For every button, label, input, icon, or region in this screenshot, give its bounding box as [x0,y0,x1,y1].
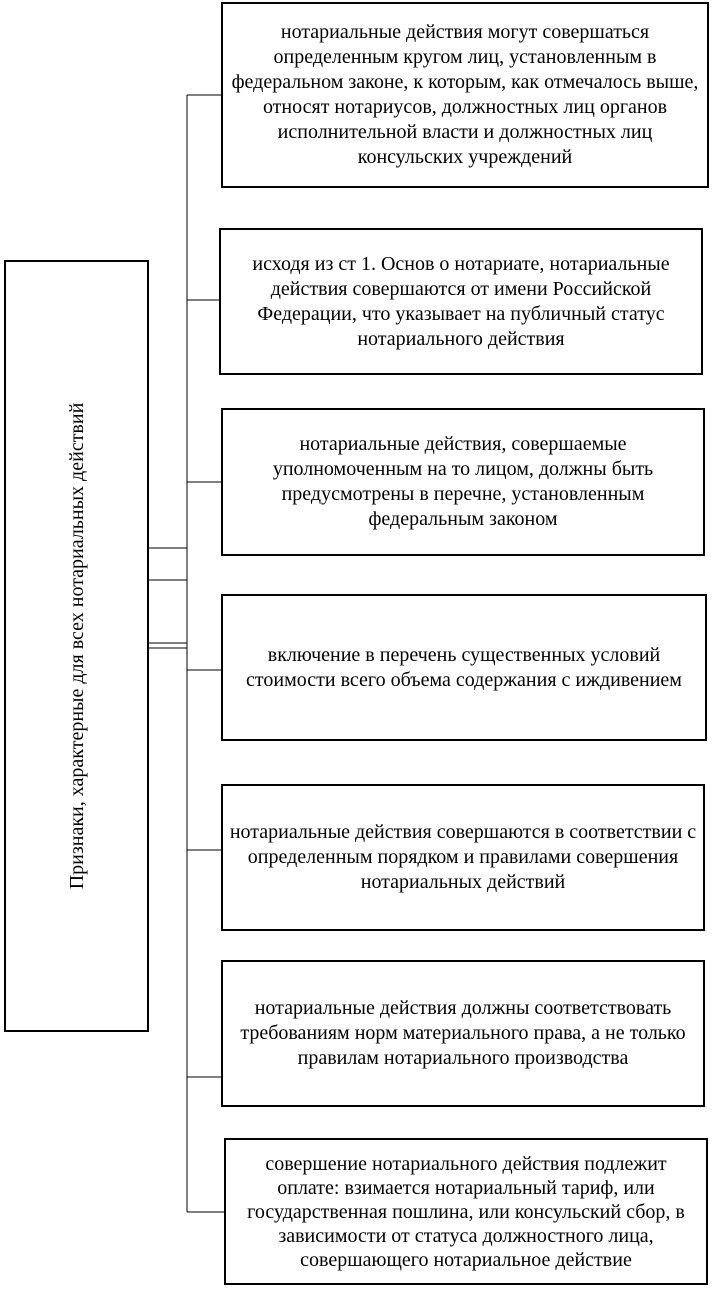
feature-box-7: совершение нотариального действия подлежит оплате: взимается нотариальный тариф, или государственная пошлина, или консульский сбор, в зависимости от статуса должностного лица, совершающего нотариальное действие [224,1138,708,1285]
feature-box-5: нотариальные действия совершаются в соответствии с определенным порядком и правилами совершения нотариальных действий [221,784,705,931]
feature-box-2: исходя из ст 1. Основ о нотариате, нотариальные действия совершаются от имени Российской Федерации, что указывает на публичный статус нотариального действия [219,228,703,375]
feature-box-4: включение в перечень существенных условий стоимости всего объема содержания с иждивением [221,594,707,741]
feature-box-1: нотариальные действия могут совершаться определенным кругом лиц, установленным в федеральном законе, к которым, как отмечалось выше, относят нотариусов, должностных лиц органов исполнительной власти и должностных лиц консульских учреждений [221,2,709,188]
feature-box-6: нотариальные действия должны соответствовать требованиям норм материального права, а не только правилам нотариального производства [221,960,705,1107]
feature-box-3: нотариальные действия, совершаемые уполномоченным на то лицом, должны быть предусмотрены в перечне, установленным федеральным законом [221,408,705,556]
root-label: Признаки, характерные для всех нотариальных действий [65,402,88,890]
root-box [4,260,149,1032]
